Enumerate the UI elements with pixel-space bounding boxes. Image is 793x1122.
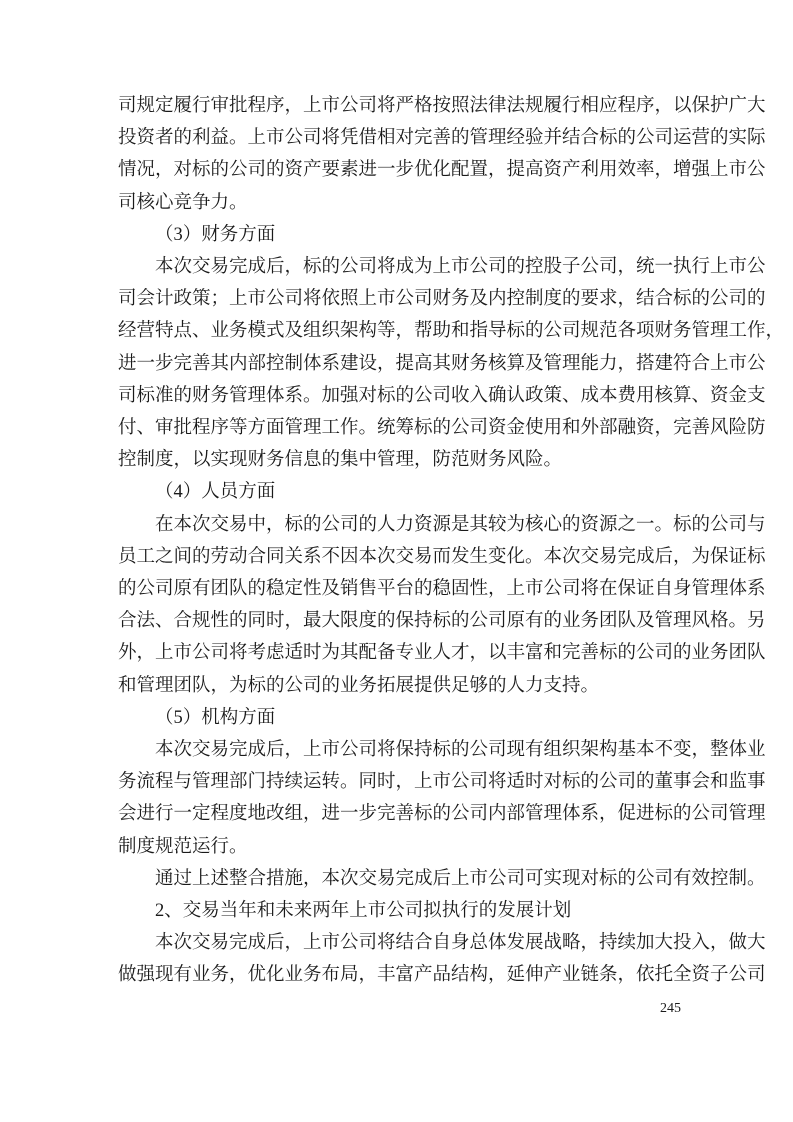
text-line: 情况，对标的公司的资产要素进一步优化配置，提高资产利用效率，增强上市公 [118,160,766,181]
text-line: 的公司原有团队的稳定性及销售平台的稳固性，上市公司将在保证自身管理体系 [118,579,766,599]
section-heading: 2、交易当年和未来两年上市公司拟执行的发展计划 [155,901,572,921]
text-line: 投资者的利益。上市公司将凭借相对完善的管理经验并结合标的公司运营的实际 [118,128,766,149]
text-line: 和管理团队，为标的公司的业务拓展提供足够的人力支持。 [118,675,600,696]
text-line: 司标准的财务管理体系。加强对标的公司收入确认政策、成本费用核算、资金支 [118,385,766,406]
text-line: 经营特点、业务模式及组织架构等，帮助和指导标的公司规范各项财务管理工作， [118,321,785,342]
section-heading: （4）人员方面 [155,482,276,503]
text-line: 进一步完善其内部控制体系建设，提高其财务核算及管理能力，搭建符合上市公 [118,353,766,374]
text-line: 控制度，以实现财务信息的集中管理，防范财务风险。 [118,450,563,471]
text-line: 本次交易完成后，上市公司将结合自身总体发展战略，持续加大投入，做大 [155,933,766,954]
text-line: 员工之间的劳动合同关系不因本次交易而发生变化。本次交易完成后，为保证标 [118,546,766,567]
text-line: 在本次交易中，标的公司的人力资源是其较为核心的资源之一。标的公司与 [155,514,766,535]
text-line: 本次交易完成后，上市公司将保持标的公司现有组织架构基本不变，整体业 [155,740,766,760]
text-line: 合法、合规性的同时，最大限度的保持标的公司原有的业务团队及管理风格。另 [118,611,766,632]
text-line: 司核心竞争力。 [118,192,248,213]
section-heading: （5）机构方面 [155,707,276,728]
text-line: 司会计政策；上市公司将依照上市公司财务及内控制度的要求，结合标的公司的 [118,289,766,310]
section-heading: （3）财务方面 [155,224,276,245]
text-line: 付、审批程序等方面管理工作。统筹标的公司资金使用和外部融资，完善风险防 [118,418,766,438]
text-line: 会进行一定程度地改组，进一步完善标的公司内部管理体系，促进标的公司管理 [118,804,766,825]
text-line: 务流程与管理部门持续运转。同时，上市公司将适时对标的公司的董事会和监事 [118,772,766,793]
text-line: 司规定履行审批程序，上市公司将严格按照法律法规履行相应程序，以保护广大 [118,96,766,116]
text-line: 本次交易完成后，标的公司将成为上市公司的控股子公司，统一执行上市公 [155,257,766,277]
text-line: 外，上市公司将考虑适时为其配备专业人才，以丰富和完善标的公司的业务团队 [118,643,766,664]
text-line: 做强现有业务，优化业务布局，丰富产品结构，延伸产业链条，依托全资子公司 [118,965,766,986]
text-line: 通过上述整合措施，本次交易完成后上市公司可实现对标的公司有效控制。 [155,868,766,889]
page-number: 245 [660,1001,681,1016]
text-line: 制度规范运行。 [118,836,248,857]
